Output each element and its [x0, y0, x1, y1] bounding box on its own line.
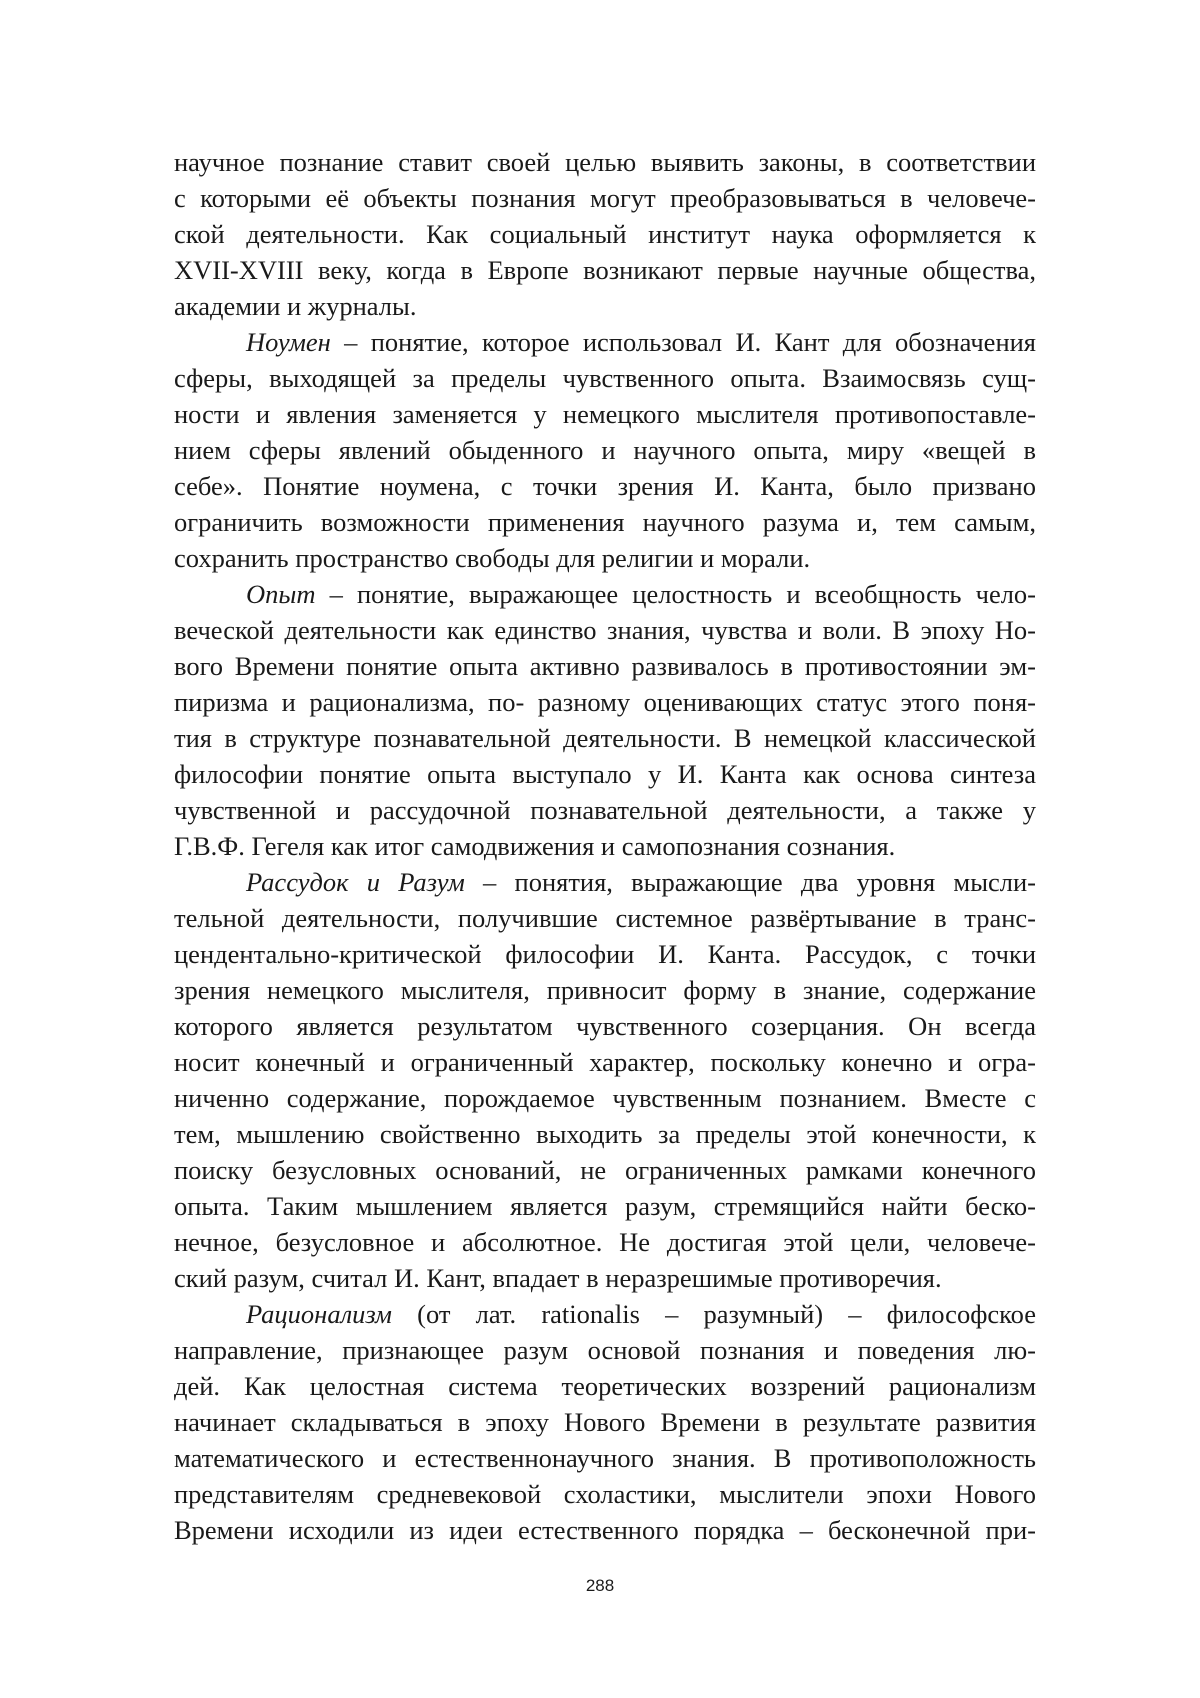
text-line: тельной деятельности, получившие системное развёртывание в транс-	[174, 903, 1036, 933]
text-line: Времени исходили из идеи естественного порядка – бесконечной при-	[174, 1515, 1036, 1545]
text-line: дей. Как целостная система теоретических воззрений рационализм	[174, 1371, 1036, 1401]
term-noumenon: Ноумен	[246, 327, 331, 357]
text-line: опыта. Таким мышлением является разум, стремящийся найти беско-	[174, 1191, 1036, 1221]
definition-start: (от лат. rationalis – разумный) – философское	[391, 1299, 1036, 1329]
text-line: цендентально-критической философии И. Канта. Рассудок, с точки	[174, 939, 1036, 969]
text-line: вого Времени понятие опыта активно развивалось в противостоянии эм-	[174, 651, 1036, 681]
text-line: тия в структуре познавательной деятельности. В немецкой классической	[174, 723, 1036, 753]
text-line	[174, 864, 1036, 900]
definition-start: – понятие, которое использовал И. Кант для обозначения	[330, 327, 1036, 357]
text-line	[174, 324, 1036, 360]
text-line: ограничить возможности применения научного разума и, тем самым,	[174, 507, 1036, 537]
text-line: академии и журналы.	[174, 291, 417, 321]
text-line: нием сферы явлений обыденного и научного опыта, миру «вещей в	[174, 435, 1036, 465]
text-line: носит конечный и ограниченный характер, поскольку конечно и огра-	[174, 1047, 1036, 1077]
text-line: научное познание ставит своей целью выявить законы, в соответствии	[174, 147, 1036, 177]
paragraph-understanding-reason	[174, 864, 1036, 1296]
text-line: начинает складываться в эпоху Нового Времени в результате развития	[174, 1407, 1036, 1437]
text-line: сохранить пространство свободы для религии и морали.	[174, 543, 811, 573]
term-understanding-reason: Рассудок и Разум	[246, 867, 465, 897]
text-line: ский разум, считал И. Кант, впадает в неразрешимые противоречия.	[174, 1263, 942, 1293]
text-line: зрения немецкого мыслителя, привносит форму в знание, содержание	[174, 975, 1036, 1005]
text-line: ской деятельности. Как социальный институт наука оформляется к	[174, 219, 1036, 249]
text-line: представителям средневековой схоластики, мыслители эпохи Нового	[174, 1479, 1036, 1509]
text-line: философии понятие опыта выступало у И. Канта как основа синтеза	[174, 759, 1036, 789]
text-line: Г.В.Ф. Гегеля как итог самодвижения и самопознания сознания.	[174, 831, 896, 861]
text-line: направление, признающее разум основой познания и поведения лю-	[174, 1335, 1036, 1365]
text-line	[174, 576, 1036, 612]
text-line: ниченно содержание, порождаемое чувственным познанием. Вместе с	[174, 1083, 1036, 1113]
text-line: которого является результатом чувственного созерцания. Он всегда	[174, 1011, 1036, 1041]
text-line: поиску безусловных оснований, не ограниченных рамками конечного	[174, 1155, 1036, 1185]
paragraph-experience	[174, 576, 1036, 864]
term-rationalism: Рационализм	[246, 1299, 392, 1329]
paragraph-noumenon	[174, 324, 1036, 576]
text-line: веческой деятельности как единство знания, чувства и воли. В эпоху Но-	[174, 615, 1036, 645]
text-line: пиризма и рационализма, по- разному оценивающих статус этого поня-	[174, 687, 1036, 717]
text-line: себе». Понятие ноумена, с точки зрения И. Канта, было призвано	[174, 471, 1036, 501]
text-line: нечное, безусловное и абсолютное. Не достигая этой цели, человече-	[174, 1227, 1036, 1257]
paragraph-continuation	[174, 144, 1036, 324]
text-line: чувственной и рассудочной познавательной деятельности, а также у	[174, 795, 1036, 825]
text-line	[174, 1296, 1036, 1332]
body-text	[174, 144, 1036, 1548]
text-line: XVII-XVIII веку, когда в Европе возникают первые научные общества,	[174, 255, 1036, 285]
paragraph-rationalism	[174, 1296, 1036, 1548]
definition-start: – понятие, выражающее целостность и всеобщность чело-	[315, 579, 1036, 609]
definition-start: – понятия, выражающие два уровня мысли-	[464, 867, 1036, 897]
text-line: тем, мышлению свойственно выходить за пределы этой конечности, к	[174, 1119, 1036, 1149]
text-line: ности и явления заменяется у немецкого мыслителя противопоставле-	[174, 399, 1036, 429]
text-line: с которыми её объекты познания могут преобразовываться в человече-	[174, 183, 1036, 213]
term-experience: Опыт	[246, 579, 316, 609]
text-line: сферы, выходящей за пределы чувственного опыта. Взаимосвязь сущ-	[174, 363, 1036, 393]
page-number: 288	[585, 1576, 615, 1595]
text-line: математического и естественнонаучного знания. В противоположность	[174, 1443, 1036, 1473]
